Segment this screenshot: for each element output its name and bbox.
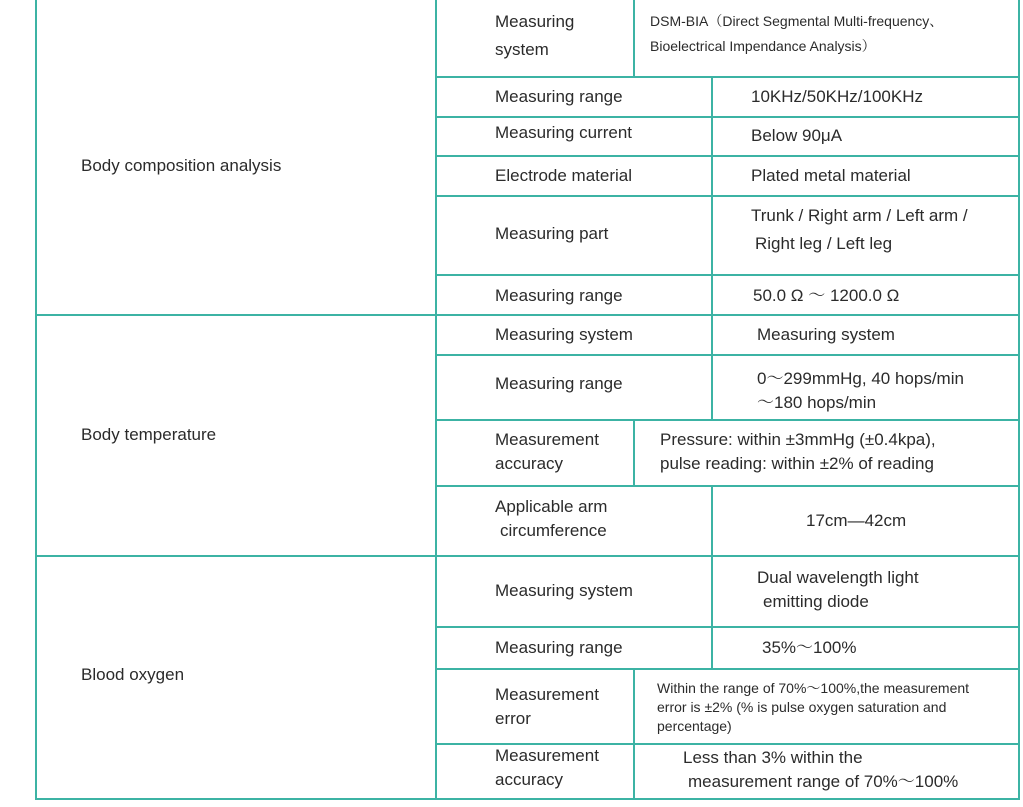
spec-value: Below 90μA	[751, 126, 843, 145]
spec-value: 17cm—42cm	[806, 511, 907, 530]
cell-divider	[711, 485, 713, 668]
spec-value: Bioelectrical Impendance Analysis）	[650, 38, 876, 54]
spec-value: Measuring system	[757, 325, 895, 344]
spec-label: Measuring	[495, 12, 575, 31]
cell-divider	[711, 354, 713, 419]
spec-value: 10KHz/50KHz/100KHz	[751, 87, 923, 106]
spec-label: accuracy	[495, 454, 564, 473]
row-divider	[435, 116, 1020, 118]
row-divider	[435, 195, 1020, 197]
spec-label: Measurement	[495, 430, 599, 449]
row-divider	[435, 626, 1020, 628]
spec-value: DSM-BIA（Direct Segmental Multi-frequency、	[650, 13, 944, 29]
row-divider	[435, 485, 1020, 487]
spec-value: 50.0 Ω ～ 1200.0 Ω	[753, 286, 900, 305]
section-title: Body composition analysis	[81, 156, 282, 175]
table-border-left	[35, 0, 37, 800]
spec-label: Measuring part	[495, 224, 609, 243]
section-title: Blood oxygen	[81, 665, 185, 684]
spec-value: percentage)	[657, 718, 732, 734]
section-title: Body temperature	[81, 425, 217, 444]
spec-label: Measuring range	[495, 374, 623, 393]
spec-label: Measurement	[495, 746, 599, 765]
cell-divider	[633, 0, 635, 76]
spec-value: Trunk / Right arm / Left arm /	[751, 206, 968, 225]
section-divider	[35, 314, 1020, 316]
spec-label: Measuring range	[495, 87, 623, 106]
spec-label: Measuring current	[495, 123, 633, 142]
spec-value: Plated metal material	[751, 166, 911, 185]
spec-value: Pressure: within ±3mmHg (±0.4kpa),	[660, 430, 936, 449]
spec-value: 0～299mmHg, 40 hops/min	[757, 369, 964, 388]
spec-label: error	[495, 709, 531, 728]
spec-value: Within the range of 70%～100%,the measurement	[657, 680, 970, 696]
row-divider	[435, 274, 1020, 276]
spec-label: accuracy	[495, 770, 564, 789]
spec-value: error is ±2% (% is pulse oxygen saturation and	[657, 699, 947, 715]
spec-value: ～180 hops/min	[757, 393, 877, 412]
cell-divider	[633, 419, 635, 485]
spec-value: Dual wavelength light	[757, 568, 919, 587]
spec-label: Measuring range	[495, 286, 623, 305]
spec-value: Less than 3% within the	[683, 748, 863, 767]
spec-label: Measurement	[495, 685, 599, 704]
spec-label: system	[495, 40, 549, 59]
spec-value: pulse reading: within ±2% of reading	[660, 454, 934, 473]
spec-label: Measuring range	[495, 638, 623, 657]
spec-label: Electrode material	[495, 166, 633, 185]
table-border-right	[1018, 0, 1020, 800]
table-border-bottom	[35, 798, 1020, 800]
spec-label: Applicable arm	[495, 497, 608, 516]
spec-label: Measuring system	[495, 325, 633, 344]
row-divider	[435, 155, 1020, 157]
section-column-divider	[435, 0, 437, 800]
spec-value: measurement range of 70%～100%	[688, 772, 959, 791]
spec-value: 35%～100%	[762, 638, 857, 657]
cell-divider	[633, 668, 635, 798]
row-divider	[435, 76, 1020, 78]
spec-value: emitting diode	[763, 592, 869, 611]
row-divider	[435, 419, 1020, 421]
spec-label: Measuring system	[495, 581, 633, 600]
section-divider	[35, 555, 1020, 557]
row-divider	[435, 354, 1020, 356]
cell-divider	[711, 76, 713, 354]
spec-label: circumference	[500, 521, 607, 540]
row-divider	[435, 668, 1020, 670]
spec-value: Right leg / Left leg	[755, 234, 893, 253]
